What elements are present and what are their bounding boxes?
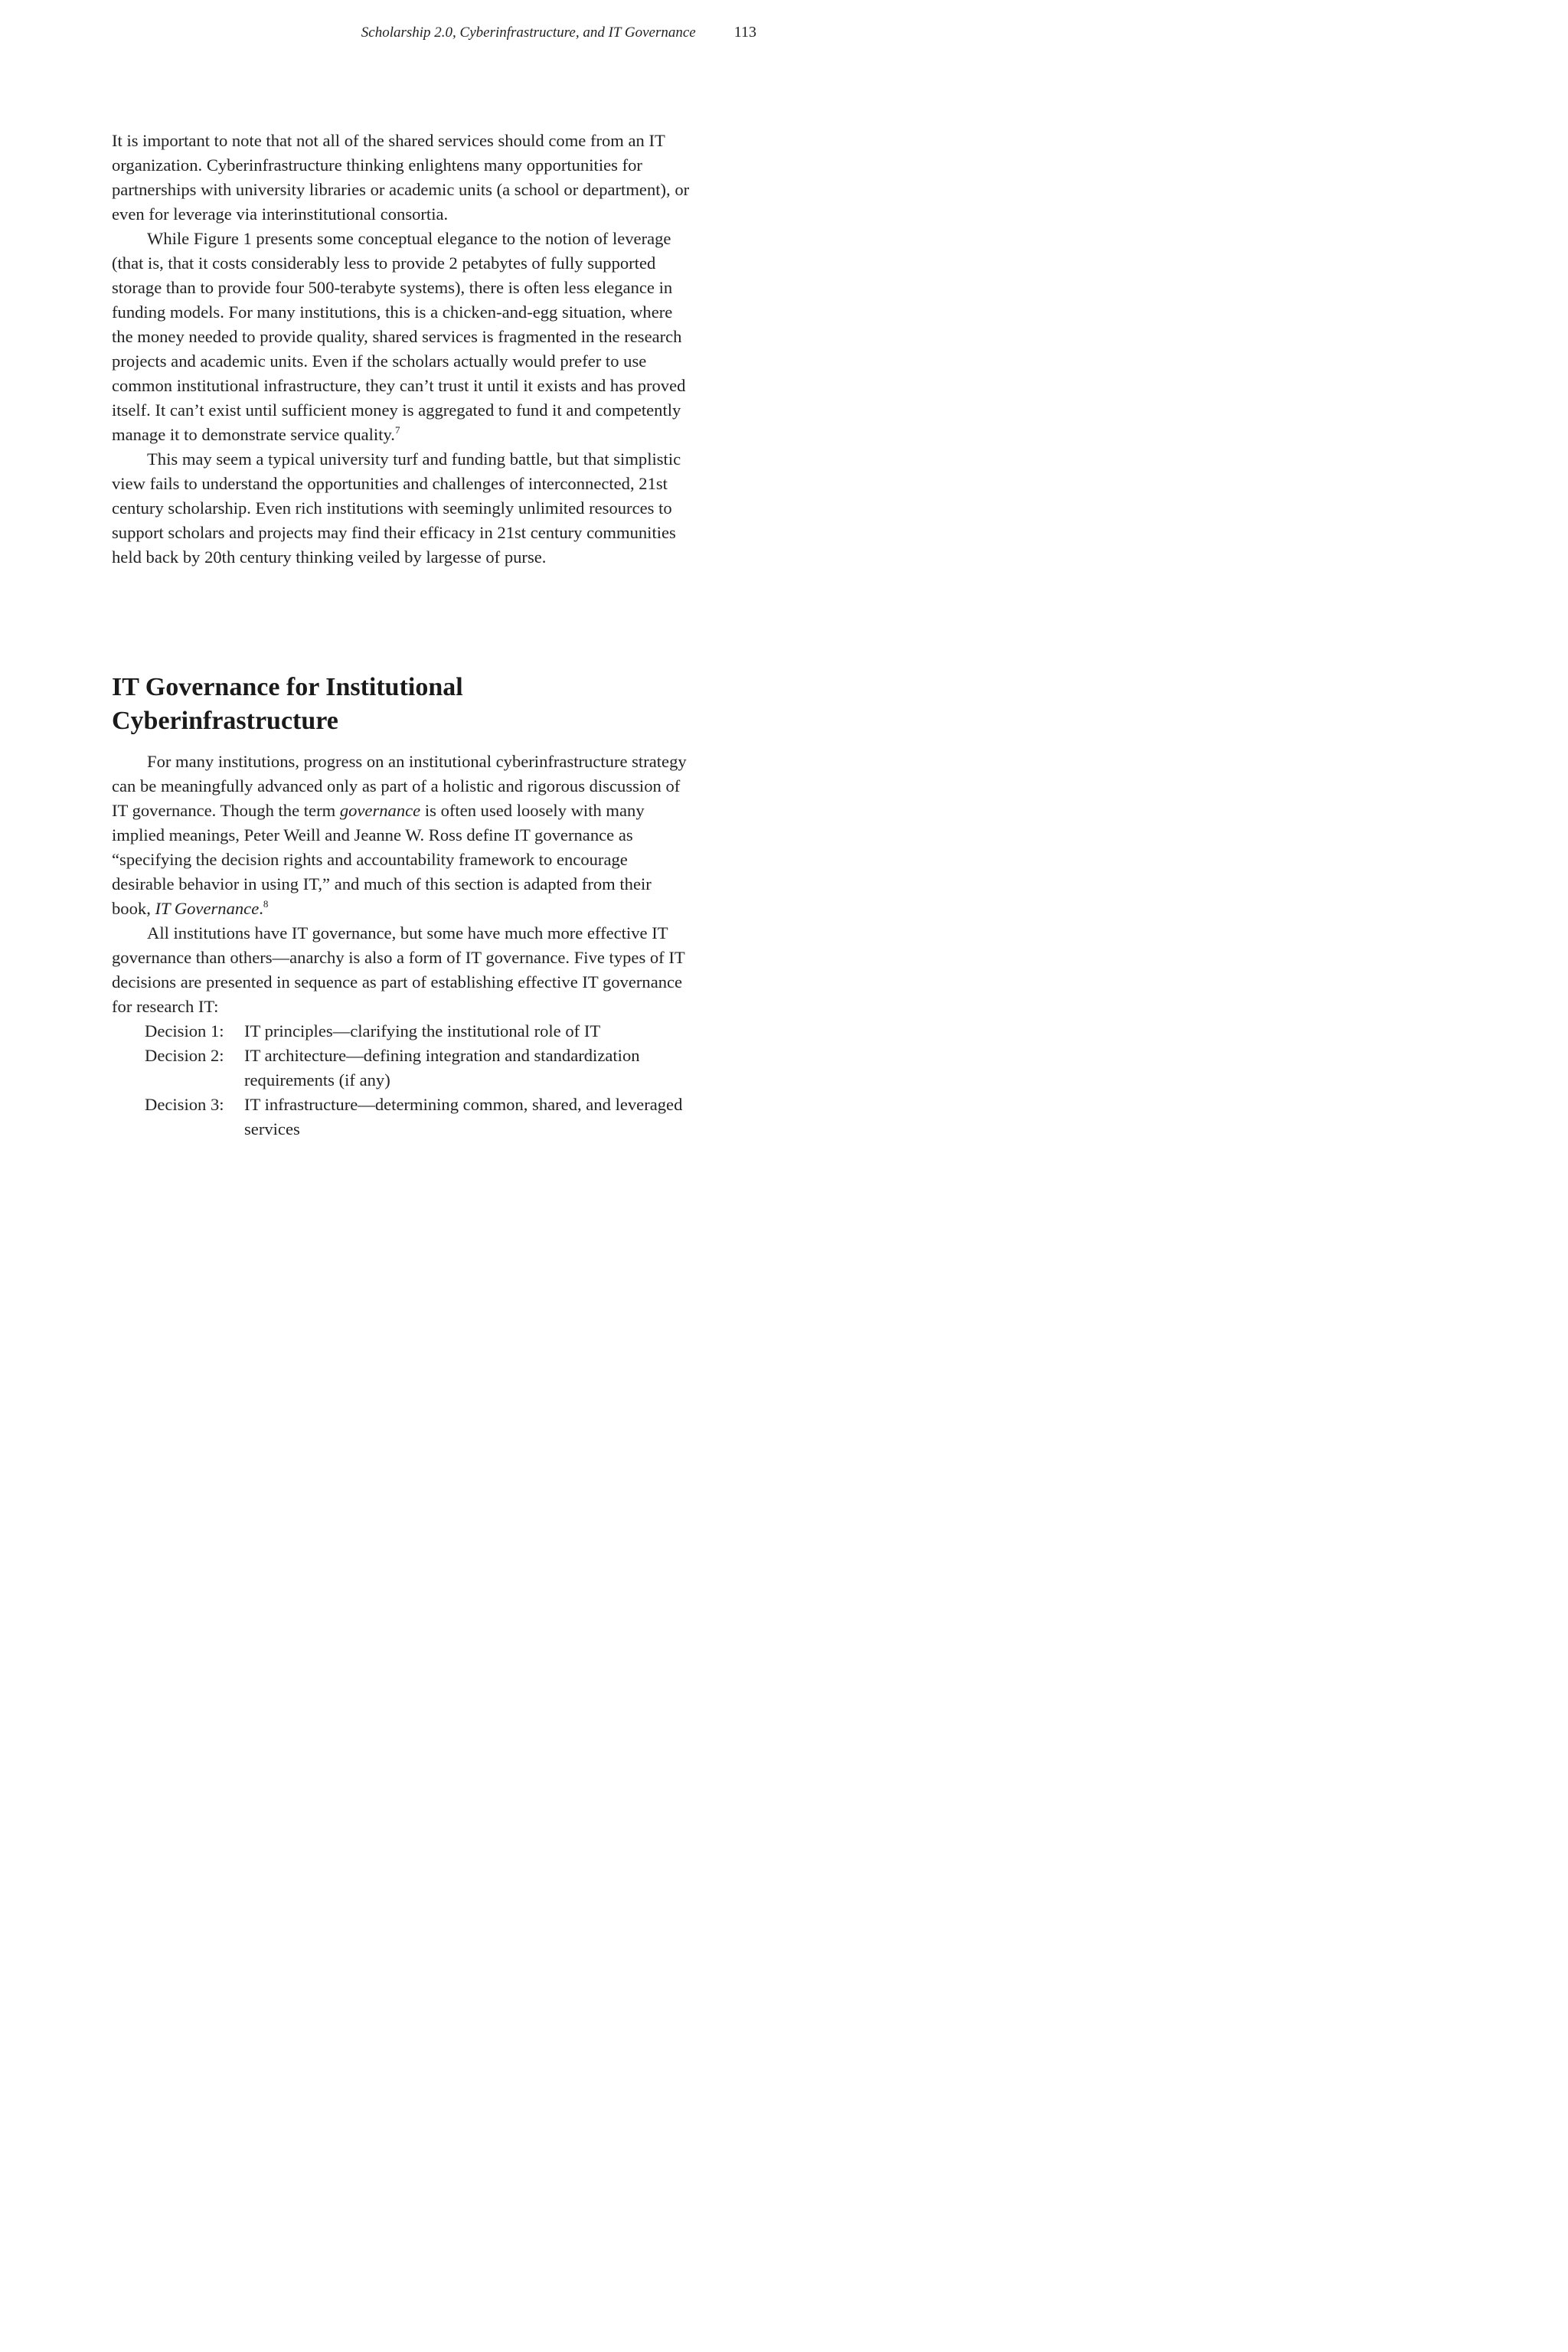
paragraph-turf-battle: This may seem a typical university turf and funding battle, but that simplistic view fails to understand the opportunities and challenges of interconnected, 21st century scholarship. Even rich institutions with seemingly unlimited resources to support scholars and projects may find their efficacy in 21st century communities held back by 20th century thinking veiled by largesse of purse. bbox=[112, 449, 681, 567]
running-title: Scholarship 2.0, Cyberinfrastructure, and IT Governance bbox=[361, 24, 696, 41]
footnote-ref-8[interactable]: 8 bbox=[263, 898, 269, 910]
decision-item bbox=[112, 1019, 694, 1044]
paragraph-funding-models: While Figure 1 presents some conceptual elegance to the notion of leverage (that is, that it costs considerably less to provide 2 petabytes of fully supported storage than to provide four 500-terabyte systems), there is often less elegance in funding models. For many institutions, this is a chicken-and-egg situation, where the money needed to provide quality, shared services is fragmented in the research projects and academic units. Even if the scholars actually would prefer to use common institutional infrastructure, they can’t trust it until it exists and has proved itself. It can’t exist until sufficient money is aggregated to fund it and competently manage it to demonstrate service quality.$^7$ bbox=[112, 229, 686, 444]
paragraph-shared-services: It is important to note that not all of the shared services should come from an IT organization. Cyberinfrastructure thinking enlightens many opportunities for partnerships with university libraries or academic units (a school or department), or even for leverage via interinstitutional consortia. bbox=[112, 131, 690, 224]
decision-label: Decision 1: bbox=[145, 1021, 224, 1040]
paragraph-governance-types: All institutions have IT governance, but some have much more effective IT governance than others—anarchy is also a form of IT governance. Five types of IT decisions are presented in sequence as part of establishing effective IT governance for research IT: bbox=[112, 923, 685, 1016]
decision-text: IT infrastructure—determining common, shared, and leveraged services bbox=[244, 1095, 683, 1138]
term-governance: governance bbox=[339, 801, 421, 820]
section-heading: IT Governance for Institutional Cyberinfrastructure bbox=[112, 673, 463, 735]
decision-item bbox=[112, 1093, 694, 1142]
body-text-governance bbox=[112, 750, 694, 1142]
paragraph-governance-definition: For many institutions, progress on an institutional cyberinfrastructure strategy can be meaningfully advanced only as part of a holistic and rigorous discussion of IT governance. Though the term governance is often used loosely with many implied meanings, Peter Weill and Jeanne W. Ross define IT governance as “specifying the decision rights and accountability framework to encourage desirable behavior in using IT,” and much of this section is adapted from their book, IT Governance.$^8$ bbox=[112, 752, 687, 918]
decision-item bbox=[112, 1044, 694, 1093]
running-header bbox=[115, 24, 756, 47]
decision-label: Decision 2: bbox=[145, 1046, 224, 1065]
decision-text: IT architecture—defining integration and standardization requirements (if any) bbox=[244, 1046, 640, 1089]
footnote-ref-7[interactable]: 7 bbox=[394, 424, 400, 436]
page-number: 113 bbox=[733, 24, 756, 41]
decision-text: IT principles—clarifying the institutional role of IT bbox=[244, 1021, 601, 1040]
decision-list bbox=[112, 1019, 694, 1142]
body-text-intro bbox=[112, 129, 694, 570]
book-title: IT Governance bbox=[155, 899, 260, 918]
decision-label: Decision 3: bbox=[145, 1095, 224, 1114]
